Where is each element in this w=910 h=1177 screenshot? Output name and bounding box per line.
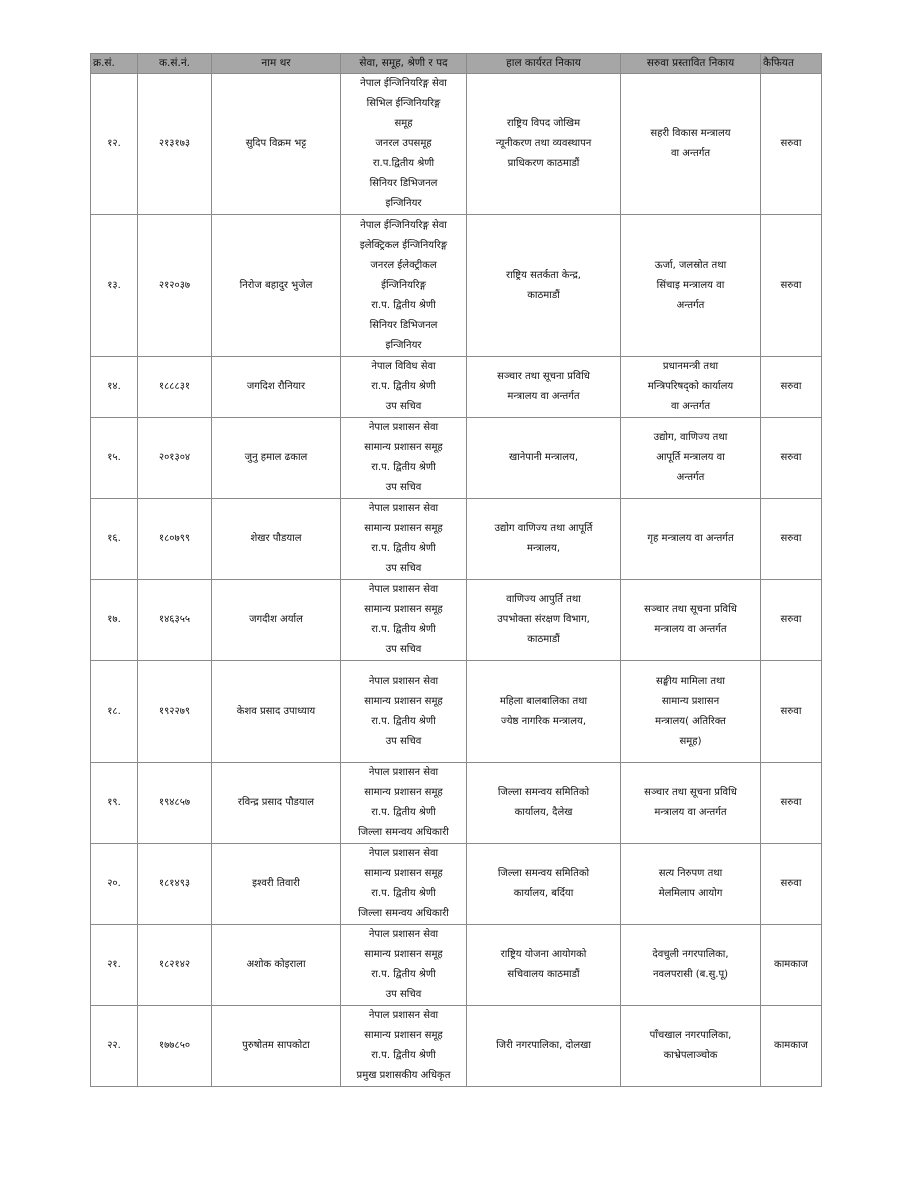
current-office-cell: [467, 74, 621, 215]
current-office-cell-line: मन्त्रालय वा अन्तर्गत: [507, 391, 580, 402]
service-cell: [341, 925, 467, 1006]
current-office-cell-line: न्यूनीकरण तथा व्यवस्थापन: [495, 138, 592, 149]
current-office-cell-line: महिला बालबालिका तथा: [499, 695, 588, 707]
service-cell-line: नेपाल प्रशासन सेवा: [368, 1010, 439, 1021]
service-cell-line: जिल्ला समन्वय अधिकारी: [358, 908, 449, 919]
table-row: [91, 1006, 822, 1087]
table-row: [91, 215, 822, 357]
proposed-office-cell-line: सञ्चार तथा सूचना प्रविधि: [644, 787, 737, 798]
service-cell: [341, 499, 467, 580]
code-number-cell: १९४८५७: [138, 763, 212, 844]
service-cell-line: रा.प. द्वितीय श्रेणी: [371, 299, 436, 311]
remark-cell: सरुवा: [761, 418, 822, 499]
table-row: [91, 844, 822, 925]
proposed-office-cell-line: काभ्रेपलाञ्चोक: [663, 1050, 718, 1061]
service-cell-line: इन्जिनियर: [385, 198, 422, 209]
proposed-office-cell-line: अन्तर्गत: [676, 299, 705, 311]
current-office-cell-line: कार्यालय, दैलेख: [514, 807, 573, 818]
name-cell: जगदीश अर्याल: [212, 580, 341, 661]
serial-number-cell: १३.: [91, 215, 138, 357]
remark-cell: सरुवा: [761, 763, 822, 844]
serial-number-cell: २१.: [91, 925, 138, 1006]
serial-number-cell: १२.: [91, 74, 138, 215]
service-cell-line: सिनियर डिभिजनल: [369, 178, 438, 189]
name-cell: अशोक कोइराला: [212, 925, 341, 1006]
remark-cell: सरुवा: [761, 499, 822, 580]
proposed-office-cell: [621, 74, 761, 215]
remark-cell: कामकाज: [761, 1006, 822, 1087]
proposed-office-cell-line: ऊर्जा, जलस्रोत तथा: [654, 259, 727, 271]
service-cell-line: सामान्य प्रशासन समूह: [364, 442, 443, 453]
header-code: क.सं.नं.: [138, 54, 212, 74]
service-cell-line: सामान्य प्रशासन समूह: [364, 868, 443, 879]
service-cell-line: नेपाल प्रशासन सेवा: [368, 503, 439, 514]
proposed-office-cell-line: सिंचाइ मन्त्रालय वा: [656, 279, 725, 291]
proposed-office-cell: [621, 418, 761, 499]
table-row: [91, 661, 822, 763]
service-cell-line: उप सचिव: [385, 735, 422, 747]
proposed-office-cell-line: सहरी विकास मन्त्रालय: [650, 128, 731, 139]
proposed-office-cell-line: सामान्य प्रशासन: [661, 695, 720, 707]
proposed-office-cell-line: वा अन्तर्गत: [670, 148, 711, 159]
remark-cell: सरुवा: [761, 661, 822, 763]
table-header-row: [91, 54, 822, 74]
service-cell-line: सामान्य प्रशासन समूह: [364, 604, 443, 615]
name-cell: रविन्द्र प्रसाद पौडयाल: [212, 763, 341, 844]
serial-number-cell: १५.: [91, 418, 138, 499]
service-cell-line: उप सचिव: [385, 401, 422, 412]
service-cell-line: जिल्ला समन्वय अधिकारी: [358, 827, 449, 838]
service-cell-line: रा.प. द्वितीय श्रेणी: [371, 888, 436, 899]
name-cell: पुरुषोतम सापकोटा: [212, 1006, 341, 1087]
service-cell-line: नेपाल विविध सेवा: [371, 361, 436, 372]
service-cell-line: नेपाल प्रशासन सेवा: [368, 584, 439, 595]
service-cell-line: नेपाल प्रशासन सेवा: [368, 929, 439, 940]
service-cell-line: नेपाल प्रशासन सेवा: [368, 422, 439, 433]
service-cell-line: ईन्जिनियरिङ्ग: [381, 279, 426, 291]
header-service: सेवा, समूह, श्रेणी र पद: [341, 54, 467, 74]
name-cell: इश्वरी तिवारी: [212, 844, 341, 925]
service-cell-line: उप सचिव: [385, 644, 422, 655]
proposed-office-cell: [621, 1006, 761, 1087]
header-proposed-office: सरुवा प्रस्तावित निकाय: [621, 54, 761, 74]
proposed-office-cell-line: प्रधानमन्त्री तथा: [662, 361, 719, 372]
proposed-office-cell-line: मन्त्रिपरिषद्को कार्यालय: [647, 381, 734, 392]
remark-cell: सरुवा: [761, 215, 822, 357]
service-cell: [341, 1006, 467, 1087]
service-cell-line: नेपाल प्रशासन सेवा: [368, 848, 439, 859]
code-number-cell: १४६३५५: [138, 580, 212, 661]
remark-cell: सरुवा: [761, 357, 822, 418]
serial-number-cell: १६.: [91, 499, 138, 580]
name-cell: शेखर पौडयाल: [212, 499, 341, 580]
service-cell-line: रा.प. द्वितीय श्रेणी: [371, 624, 436, 635]
service-cell-line: नेपाल ईन्जिनियरिङ्ग सेवा: [360, 78, 447, 89]
serial-number-cell: १८.: [91, 661, 138, 763]
name-cell: केशव प्रसाद उपाध्याय: [212, 661, 341, 763]
proposed-office-cell-line: मन्त्रालय वा अन्तर्गत: [654, 807, 727, 818]
current-office-cell-line: सञ्चार तथा सूचना प्रविधि: [497, 371, 590, 382]
current-office-cell: [467, 661, 621, 763]
proposed-office-cell-line: सत्य निरुपण तथा: [658, 868, 723, 879]
serial-number-cell: १४.: [91, 357, 138, 418]
header-name: नाम थर: [212, 54, 341, 74]
remark-cell: सरुवा: [761, 844, 822, 925]
service-cell-line: रा.प. द्वितीय श्रेणी: [371, 381, 436, 392]
proposed-office-cell: [621, 661, 761, 763]
proposed-office-cell: [621, 763, 761, 844]
table-row: [91, 763, 822, 844]
service-cell-line: उप सचिव: [385, 482, 422, 493]
proposed-office-cell-line: मन्त्रालय वा अन्तर्गत: [654, 624, 727, 635]
proposed-office-cell-line: सङ्घीय मामिला तथा: [655, 675, 726, 687]
current-office-cell: [467, 925, 621, 1006]
name-cell: जुनु हमाल ढकाल: [212, 418, 341, 499]
service-cell: [341, 215, 467, 357]
proposed-office-cell-line: नवलपरासी (ब.सु.पू): [652, 969, 729, 980]
current-office-cell-line: जिल्ला समन्वय समितिको: [497, 787, 590, 798]
service-cell-line: प्रमुख प्रशासकीय अधिकृत: [356, 1070, 451, 1081]
serial-number-cell: २२.: [91, 1006, 138, 1087]
proposed-office-cell-line: मेलमिलाप आयोग: [658, 888, 723, 899]
service-cell: [341, 844, 467, 925]
proposed-office-cell: [621, 357, 761, 418]
current-office-cell: [467, 357, 621, 418]
service-cell-line: उप सचिव: [385, 563, 422, 574]
service-cell-line: सामान्य प्रशासन समूह: [364, 695, 443, 707]
service-cell-line: उप सचिव: [385, 989, 422, 1000]
name-cell: सुदिप विक्रम भट्ट: [212, 74, 341, 215]
table-row: [91, 357, 822, 418]
service-cell: [341, 661, 467, 763]
code-number-cell: १९२२७९: [138, 661, 212, 763]
proposed-office-cell-line: समूह): [679, 735, 702, 747]
service-cell-line: रा.प. द्वितीय श्रेणी: [371, 715, 436, 727]
current-office-cell-line: राष्ट्रिय योजना आयोगको: [500, 949, 587, 960]
table-row: [91, 499, 822, 580]
header-remark: कैफियत: [761, 54, 822, 74]
current-office-cell-line: कार्यालय, बर्दिया: [513, 888, 574, 899]
proposed-office-cell-line: उद्योग, वाणिज्य तथा: [653, 432, 728, 443]
proposed-office-cell-line: पाँचखाल नगरपालिका,: [649, 1030, 732, 1041]
service-cell-line: रा.प. द्वितीय श्रेणी: [371, 462, 436, 473]
code-number-cell: १७७८५०: [138, 1006, 212, 1087]
code-number-cell: २०१३०४: [138, 418, 212, 499]
service-cell: [341, 74, 467, 215]
current-office-cell-line: राष्ट्रिय विपद जोखिम: [506, 118, 581, 129]
transfer-table: [90, 53, 822, 1087]
proposed-office-cell: [621, 215, 761, 357]
service-cell-line: सिभिल ईन्जिनियरिङ्ग: [366, 98, 441, 109]
current-office-cell-line: काठमाडौं: [527, 634, 560, 645]
current-office-cell-line: खानेपानी मन्त्रालय,: [508, 452, 578, 463]
service-cell-line: जनरल ईलेक्ट्रीकल: [370, 259, 437, 271]
serial-number-cell: २०.: [91, 844, 138, 925]
code-number-cell: २१२०३७: [138, 215, 212, 357]
service-cell-line: रा.प. द्वितीय श्रेणी: [371, 543, 436, 554]
service-cell-line: जनरल उपसमूह: [375, 138, 432, 149]
service-cell: [341, 357, 467, 418]
proposed-office-cell: [621, 499, 761, 580]
service-cell-line: सिनियर डिभिजनल: [369, 319, 438, 331]
current-office-cell-line: काठमाडौं: [527, 289, 560, 301]
service-cell-line: रा.प. द्वितीय श्रेणी: [371, 807, 436, 818]
service-cell-line: नेपाल प्रशासन सेवा: [368, 767, 439, 778]
current-office-cell: [467, 418, 621, 499]
current-office-cell-line: जिरी नगरपालिका, दोलखा: [496, 1040, 591, 1051]
service-cell-line: सामान्य प्रशासन समूह: [364, 949, 443, 960]
name-cell: जगदिश रौनियार: [212, 357, 341, 418]
service-cell-line: सामान्य प्रशासन समूह: [364, 787, 443, 798]
current-office-cell-line: सचिवालय काठमाडौं: [507, 969, 580, 980]
current-office-cell-line: उपभोक्ता संरक्षण विभाग,: [497, 614, 590, 625]
service-cell-line: समूह: [394, 118, 413, 129]
service-cell-line: नेपाल ईन्जिनियरिङ्ग सेवा: [360, 219, 447, 231]
name-cell: निरोज बहादुर भुजेल: [212, 215, 341, 357]
proposed-office-cell-line: मन्त्रालय( अतिरिक्त: [655, 715, 726, 727]
current-office-cell: [467, 580, 621, 661]
service-cell-line: रा.प.द्वितीय श्रेणी: [372, 158, 435, 169]
remark-cell: सरुवा: [761, 74, 822, 215]
current-office-cell: [467, 763, 621, 844]
service-cell: [341, 763, 467, 844]
proposed-office-cell-line: देवचुली नगरपालिका,: [652, 949, 729, 960]
current-office-cell-line: मन्त्रालय,: [526, 543, 561, 554]
proposed-office-cell-line: वा अन्तर्गत: [670, 401, 711, 412]
current-office-cell: [467, 1006, 621, 1087]
header-serial: क्र.सं.: [91, 54, 138, 74]
header-current-office: हाल कार्यरत निकाय: [467, 54, 621, 74]
remark-cell: सरुवा: [761, 580, 822, 661]
proposed-office-cell-line: अन्तर्गत: [676, 472, 705, 483]
current-office-cell: [467, 499, 621, 580]
service-cell-line: सामान्य प्रशासन समूह: [364, 523, 443, 534]
service-cell-line: रा.प. द्वितीय श्रेणी: [371, 969, 436, 980]
service-cell-line: नेपाल प्रशासन सेवा: [368, 675, 439, 687]
proposed-office-cell-line: सञ्चार तथा सूचना प्रविधि: [644, 604, 737, 615]
current-office-cell-line: प्राधिकरण काठमाडौं: [507, 158, 580, 169]
service-cell-line: रा.प. द्वितीय श्रेणी: [371, 1050, 436, 1061]
proposed-office-cell: [621, 925, 761, 1006]
service-cell: [341, 418, 467, 499]
current-office-cell-line: वाणिज्य आपुर्ति तथा: [506, 594, 581, 605]
table-row: [91, 418, 822, 499]
service-cell: [341, 580, 467, 661]
current-office-cell-line: ज्येष्ठ नागरिक मन्त्रालय,: [501, 715, 586, 727]
service-cell-line: इलेक्ट्रिकल ईन्जिनियरिङ्ग: [359, 239, 448, 251]
service-cell-line: इन्जिनियर: [385, 339, 422, 351]
proposed-office-cell: [621, 844, 761, 925]
code-number-cell: १८२१४२: [138, 925, 212, 1006]
serial-number-cell: १७.: [91, 580, 138, 661]
serial-number-cell: १९.: [91, 763, 138, 844]
current-office-cell: [467, 844, 621, 925]
code-number-cell: १८८८३१: [138, 357, 212, 418]
table-row: [91, 925, 822, 1006]
table-row: [91, 74, 822, 215]
service-cell-line: सामान्य प्रशासन समूह: [364, 1030, 443, 1041]
current-office-cell-line: राष्ट्रिय सतर्कता केन्द्र,: [506, 269, 581, 281]
code-number-cell: २१३१७३: [138, 74, 212, 215]
current-office-cell-line: उद्योग वाणिज्य तथा आपूर्ति: [494, 523, 593, 534]
proposed-office-cell-line: गृह मन्त्रालय वा अन्तर्गत: [647, 533, 734, 544]
code-number-cell: १८१४९३: [138, 844, 212, 925]
current-office-cell-line: जिल्ला समन्वय समितिको: [497, 868, 590, 879]
table-row: [91, 580, 822, 661]
remark-cell: कामकाज: [761, 925, 822, 1006]
proposed-office-cell: [621, 580, 761, 661]
current-office-cell: [467, 215, 621, 357]
code-number-cell: १८०७९९: [138, 499, 212, 580]
proposed-office-cell-line: आपूर्ति मन्त्रालय वा: [656, 452, 725, 463]
